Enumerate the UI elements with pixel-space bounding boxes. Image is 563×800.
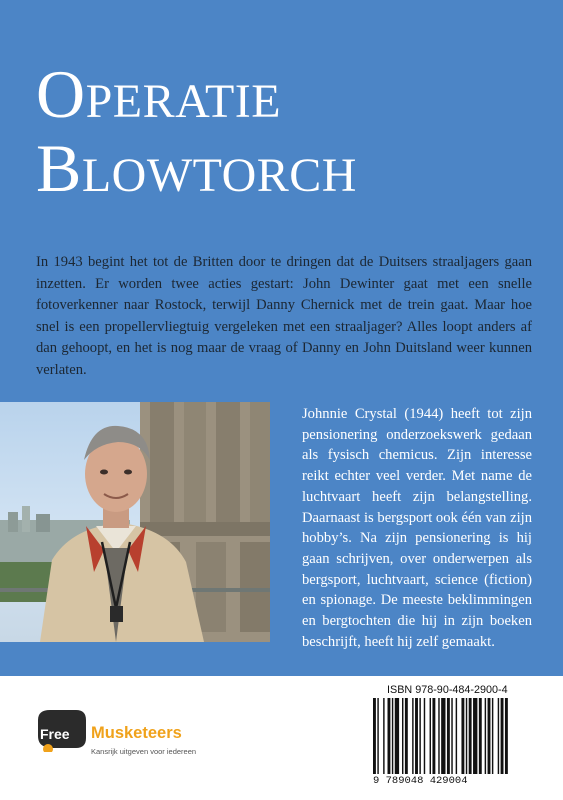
- author-photo-illustration: [0, 402, 270, 642]
- publisher-name: Musketeers: [91, 724, 182, 742]
- author-photo: [0, 402, 270, 642]
- author-bio: Johnnie Crystal (1944) heeft tot zijn pensionering onderzoekswerk gedaan als fysisch chemicus. Zijn interesse reikt echter veel verder. Met name de luchtvaart heeft zijn belangstelling. Daarnaast is bergsport ook één van zijn hobby’s. Na zijn pensionering is hij gaan schrijven, over onderwerpen als bergsport, luchtvaart, science (fiction) en spionage. De meeste beklimmingen en bergtochten die hij in zijn boeken beschrijft, heeft hij zelf gemaakt.: [302, 406, 532, 650]
- publisher-tagline: Kansrijk uitgeven voor iedereen: [91, 747, 197, 756]
- barcode-digits: 9 789048 429004: [373, 775, 468, 787]
- publisher-logo[interactable]: [36, 703, 226, 765]
- book-blurb: In 1943 begint het tot de Britten door te dringen dat de Duitsers straaljagers gaan inzetten. Er worden twee acties gestart: John Dewinter gaat met een snelle fotoverkenner naar Rostock, terwijl Danny Chernick met de trein gaat. Maar hoe snel is een propellervliegtuig vergeleken met een straaljager? Alles loopt anders af dan gehoopt, en het is nog maar de vraag of Danny en John Duitsland weer kunnen verlaten.: [36, 254, 532, 378]
- publisher-free-label: Free: [40, 726, 70, 742]
- barcode-icon: [373, 698, 548, 774]
- title-line-1: Operatie: [36, 56, 282, 132]
- title-line-2: Blowtorch: [36, 130, 357, 206]
- isbn-label: ISBN 978-90-484-2900-4: [387, 684, 508, 696]
- book-title: [36, 56, 357, 206]
